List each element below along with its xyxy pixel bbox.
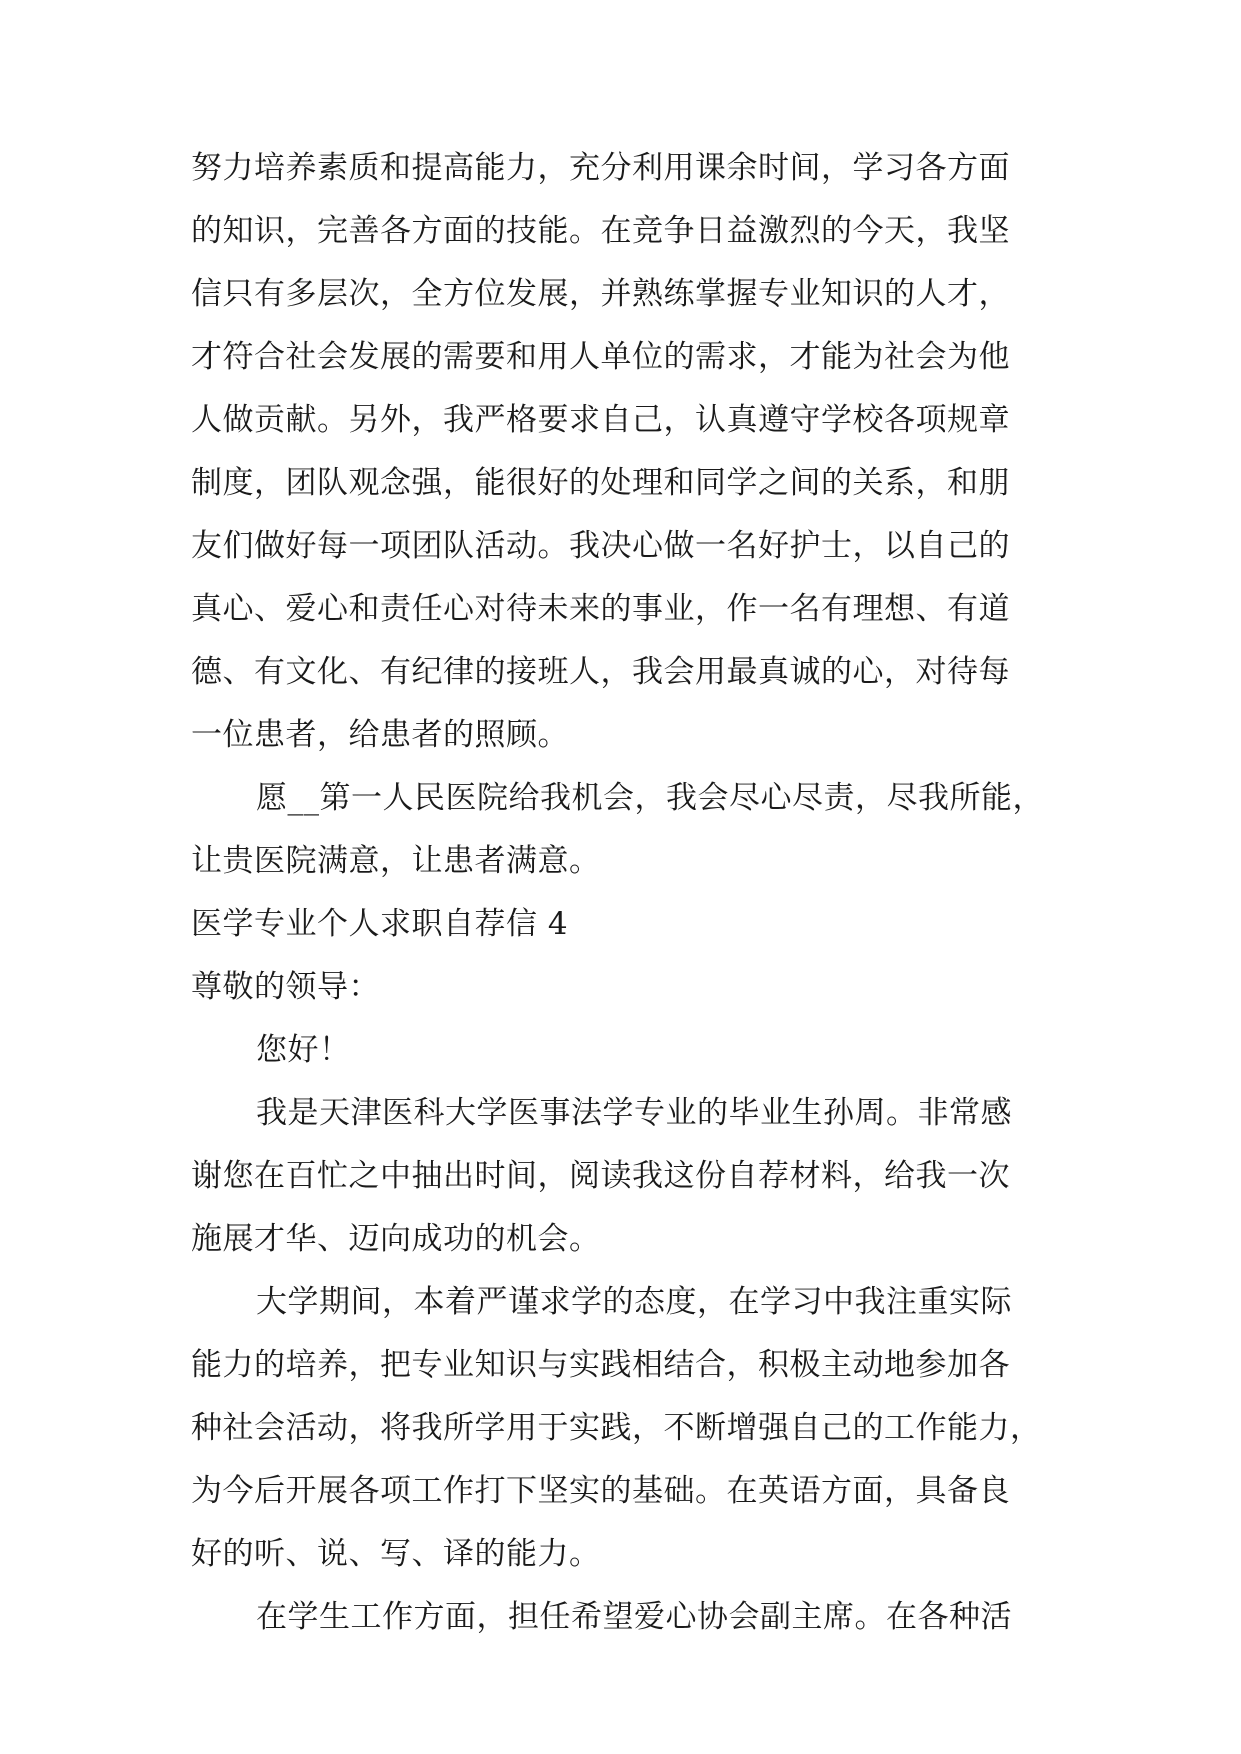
body-text-line: 施展才华、迈向成功的机会。 [191, 1221, 601, 1257]
body-text-line: 制度，团队观念强，能很好的处理和同学之间的关系，和朋 [191, 465, 1010, 501]
body-text-line: 真心、爱心和责任心对待未来的事业，作一名有理想、有道 [191, 591, 1010, 627]
body-text-line: 德、有文化、有纪律的接班人，我会用最真诚的心，对待每 [191, 654, 1010, 690]
body-text-line: 努力培养素质和提高能力，充分利用课余时间，学习各方面 [191, 150, 1010, 186]
body-text-line: 能力的培养，把专业知识与实践相结合，积极主动地参加各 [191, 1347, 1010, 1383]
body-text-line: 信只有多层次，全方位发展，并熟练掌握专业知识的人才， [191, 276, 1010, 312]
greeting: 您好！ [256, 1032, 351, 1068]
paragraph-first-line: 在学生工作方面，担任希望爱心协会副主席。在各种活 [256, 1599, 1012, 1635]
paragraph-first-line: 大学期间，本着严谨求学的态度，在学习中我注重实际 [256, 1284, 1012, 1320]
body-text-line: 才符合社会发展的需要和用人单位的需求，才能为社会为他 [191, 339, 1010, 375]
body-text-line: 让贵医院满意，让患者满意。 [191, 843, 601, 879]
salutation: 尊敬的领导： [191, 969, 380, 1005]
body-text-line: 人做贡献。另外，我严格要求自己，认真遵守学校各项规章 [191, 402, 1010, 438]
body-text-line: 的知识，完善各方面的技能。在竞争日益激烈的今天，我坚 [191, 213, 1010, 249]
section-heading: 医学专业个人求职自荐信 4 [191, 906, 569, 942]
body-text-line: 种社会活动，将我所学用于实践，不断增强自己的工作能力， [191, 1410, 1042, 1446]
paragraph-first-line: 愿__第一人民医院给我机会，我会尽心尽责，尽我所能， [256, 780, 1044, 816]
body-text-line: 为今后开展各项工作打下坚实的基础。在英语方面，具备良 [191, 1473, 1010, 1509]
body-text-line: 谢您在百忙之中抽出时间，阅读我这份自荐材料，给我一次 [191, 1158, 1010, 1194]
body-text-line: 一位患者，给患者的照顾。 [191, 717, 569, 753]
body-text-line: 友们做好每一项团队活动。我决心做一名好护士，以自己的 [191, 528, 1010, 564]
body-text-line: 好的听、说、写、译的能力。 [191, 1536, 601, 1572]
paragraph-first-line: 我是天津医科大学医事法学专业的毕业生孙周。非常感 [256, 1095, 1012, 1131]
